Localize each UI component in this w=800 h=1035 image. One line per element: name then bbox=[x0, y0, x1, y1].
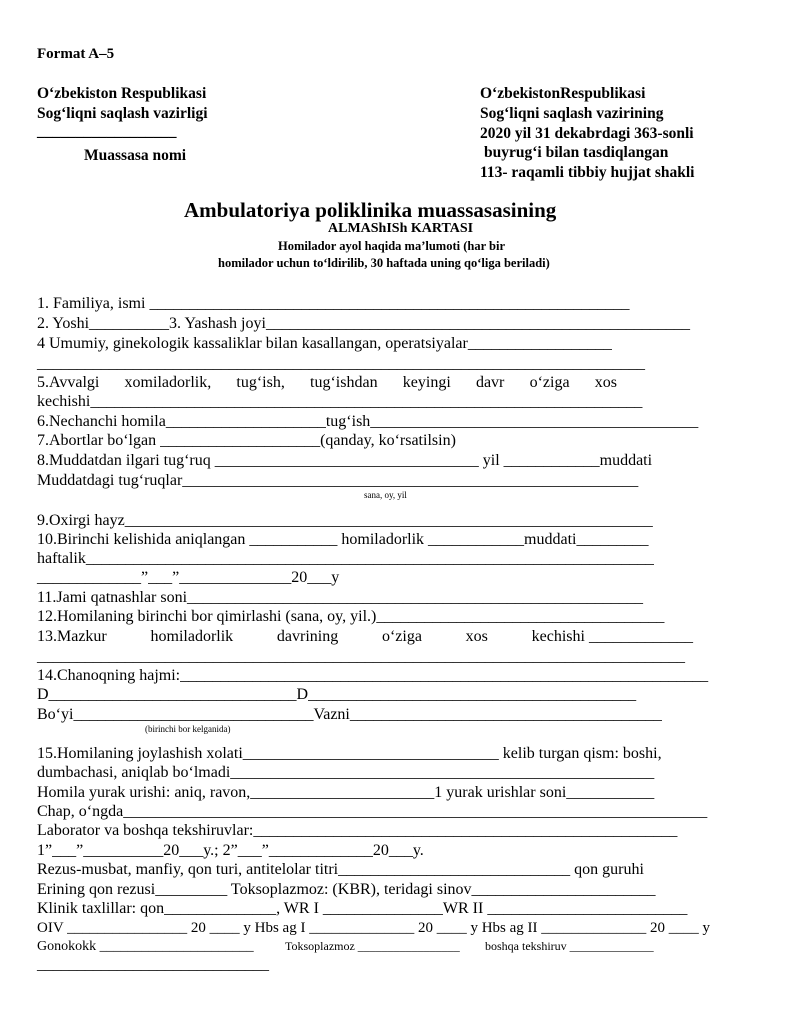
current-pregnancy-row bbox=[37, 627, 693, 647]
field-term-births[interactable]: Muddatdagi tug‘ruqlar_________________________________________________________ bbox=[37, 472, 639, 489]
field-clinical-tests[interactable]: Klinik taxlillar: qon______________, WR I _______________WR II _________________________ bbox=[37, 900, 688, 917]
field-toxoplasmosis[interactable]: Toksoplazmoz _________________ bbox=[285, 939, 460, 953]
word: tug‘ishdan bbox=[310, 374, 378, 391]
word: o‘ziga bbox=[381, 628, 422, 645]
word: keyingi bbox=[402, 374, 451, 391]
subtitle-line2: homilador uchun to‘ldirilib, 30 haftada uning qo‘liga beriladi) bbox=[218, 256, 550, 270]
header-left-line2: Sog‘liqni saqlash vazirligi bbox=[37, 105, 208, 122]
field-pelvis-size[interactable]: 14.Chanoqning hajmi:__________________________________________________________________ bbox=[37, 667, 709, 684]
field-presentation[interactable]: dumbachasi, aniqlab bo‘lmadi_____________________________________________________ bbox=[37, 764, 655, 781]
word: 13.Mazkur bbox=[37, 628, 107, 645]
field-rhesus-blood-group[interactable]: Rezus-musbat, manfiy, qon turi, antitelolar titri_____________________________ qon guruhi bbox=[37, 861, 644, 878]
header-right-line5: 113- raqamli tibbiy hujjat shakli bbox=[480, 164, 695, 181]
field-pregnancy-birth-number[interactable]: 6.Nechanchi homila____________________tug‘ish_________________________________________ bbox=[37, 413, 699, 430]
field-previous-pregnancies[interactable]: kechishi_____________________________________________________________________ bbox=[37, 393, 643, 410]
field-preterm-birth[interactable]: 8.Muddatdan ilgari tug‘ruq _________________________________ yil ____________muddati bbox=[37, 452, 653, 469]
field-height-weight[interactable]: Bo‘yi______________________________Vazni_______________________________________ bbox=[37, 706, 662, 723]
first-visit-hint: (birinchi bor kelganida) bbox=[145, 724, 231, 734]
word: xomiladorlik, bbox=[124, 374, 212, 391]
format-label: Format A–5 bbox=[37, 46, 115, 62]
field-weeks[interactable]: haftalik_______________________________________________________________________ bbox=[37, 550, 654, 567]
field-left-right[interactable]: Chap, o‘ngda_________________________________________________________________________ bbox=[37, 803, 708, 820]
field-other-tests[interactable]: boshqa tekshiruv ______________ bbox=[485, 939, 654, 953]
field-pelvis-d[interactable]: D_______________________________D_________________________________________ bbox=[37, 686, 637, 703]
field-total-attendances[interactable]: 11.Jami qatnashlar soni_________________________________________________________ bbox=[37, 589, 644, 606]
field-lab-dates[interactable]: 1”___”__________20___y.; 2”___”_____________20___y. bbox=[37, 842, 424, 859]
field-diseases-operations[interactable]: 4 Umumiy, ginekologik kassaliklar bilan kasallangan, operatsiyalar__________________ bbox=[37, 335, 612, 352]
previous-pregnancies-row bbox=[37, 373, 617, 393]
header-right-line3: 2020 yil 31 dekabrdagi 363-sonli bbox=[480, 125, 694, 142]
header-right-line2: Sog‘liqni saqlash vazirining bbox=[480, 105, 664, 122]
word: tug‘ish, bbox=[236, 374, 285, 391]
word: o‘ziga bbox=[529, 374, 570, 391]
header-right-line1: O‘zbekistonRespublikasi bbox=[480, 85, 646, 102]
word: xos bbox=[465, 628, 488, 645]
field-full-name[interactable]: 1. Familiya, ismi ____________________________________________________________ bbox=[37, 295, 630, 312]
field-gonococcus[interactable]: Gonokokk ______________________ bbox=[37, 939, 254, 954]
field-current-pregnancy[interactable]: _________________________________________________________________________________ bbox=[37, 648, 685, 665]
field-hiv-hbs[interactable]: OIV ________________ 20 ____ y Hbs ag I ______________ 20 ____ y Hbs ag II ______________ 20 ____ y bbox=[37, 920, 711, 936]
field-fetal-heartbeat[interactable]: Homila yurak urishi: aniq, ravon,_______________________1 yurak urishlar soni___________ bbox=[37, 784, 655, 801]
date-hint: sana, oy, yil bbox=[364, 490, 407, 500]
field-trailing-line[interactable]: _____________________________ bbox=[37, 956, 269, 973]
field-abortions[interactable]: 7.Abortlar bo‘lgan ____________________(qanday, ko‘rsatilsin) bbox=[37, 432, 456, 449]
field-lab-tests[interactable]: Laborator va boshqa tekshiruvlar:_____________________________________________________ bbox=[37, 822, 678, 839]
field-first-visit-term[interactable]: 10.Birinchi kelishida aniqlangan ___________ homiladorlik ____________muddati_________ bbox=[37, 531, 649, 548]
field-husband-rhesus[interactable]: Erining qon rezusi_________ Toksoplazmoz: (KBR), teridagi sinov_______________________ bbox=[37, 881, 656, 898]
card-title: ALMAShISh KARTASI bbox=[328, 221, 474, 236]
word: davrining bbox=[276, 628, 339, 645]
field-date[interactable]: _____________”___”______________20___y bbox=[37, 569, 340, 586]
field-last-menstruation[interactable]: 9.Oxirgi hayz__________________________________________________________________ bbox=[37, 512, 653, 529]
document-title: Ambulatoriya poliklinika muassasasining bbox=[184, 198, 557, 222]
field-fetal-position[interactable]: 15.Homilaning joylashish xolati________________________________ kelib turgan qism: boshi, bbox=[37, 745, 662, 762]
word: homiladorlik bbox=[150, 628, 234, 645]
word: xos bbox=[594, 374, 617, 391]
field-age-address[interactable]: 2. Yoshi__________3. Yashash joyi_____________________________________________________ bbox=[37, 315, 690, 332]
header-left-line1: O‘zbekiston Respublikasi bbox=[37, 85, 207, 102]
word: 5.Avvalgi bbox=[37, 374, 100, 391]
field-first-movement[interactable]: 12.Homilaning birinchi bor qimirlashi (sana, oy, yil.)____________________________________ bbox=[37, 608, 665, 625]
word: davr bbox=[475, 374, 505, 391]
institution-name-label: Muassasa nomi bbox=[84, 147, 187, 164]
header-left-underline: __________________ bbox=[37, 123, 177, 140]
subtitle-line1: Homilador ayol haqida ma’lumoti (har bir bbox=[278, 239, 505, 253]
header-right-line4: buyrug‘i bilan tasdiqlangan bbox=[484, 144, 669, 161]
word[interactable]: kechishi _____________ bbox=[531, 628, 693, 645]
field-diseases-continuation[interactable]: ____________________________________________________________________________ bbox=[37, 355, 645, 372]
